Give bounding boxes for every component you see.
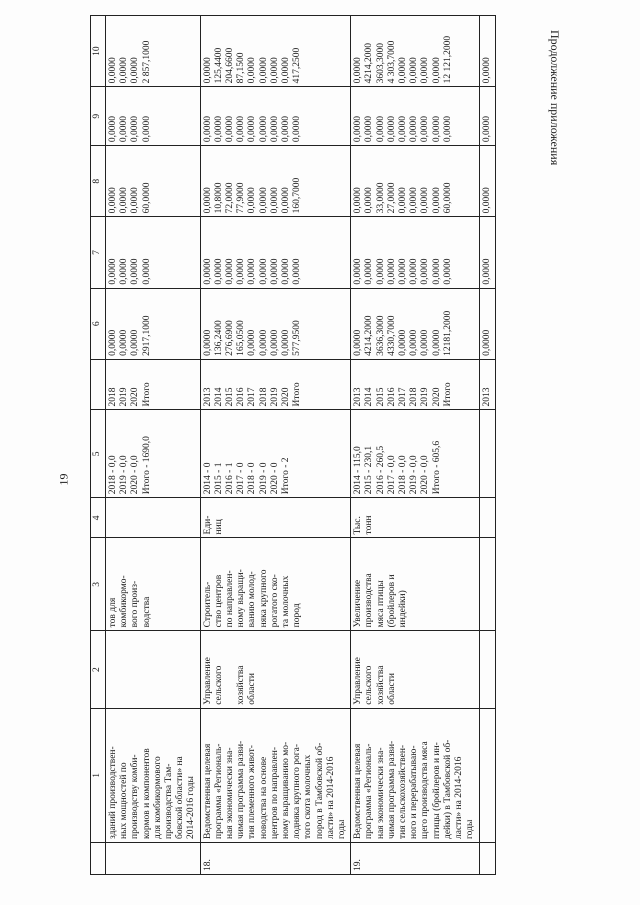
funding-total-line: 136,2400 <box>213 320 224 356</box>
target-values-line: Итого - 2 <box>281 457 292 495</box>
executor-line: области <box>386 673 397 705</box>
executor-line: сельского <box>213 665 224 705</box>
funding-local-line: 0,0000 <box>292 116 303 143</box>
column-header-4: 4 <box>91 498 106 538</box>
column-header-7: 7 <box>91 217 106 288</box>
years-line: 2013 <box>481 387 492 407</box>
unit-line: тонн <box>364 515 375 535</box>
target-values-line: 2017 - 0,0 <box>386 455 397 495</box>
funding-federal-cell <box>351 217 479 288</box>
program-name-line: дейки) в Тамбовской об- <box>442 739 453 839</box>
years-line: 2020 <box>431 387 442 407</box>
program-name-line: лодняка крупного рога- <box>292 743 303 839</box>
measure-cell <box>106 538 201 631</box>
program-name-line: бовской области» на <box>175 756 186 839</box>
table-row <box>351 16 479 875</box>
executor-line: Управление <box>202 657 213 705</box>
funding-regional-line: 0,0000 <box>398 187 409 214</box>
target-values-line: 2019 - 0,0 <box>119 455 130 495</box>
funding-federal-line: 0,0000 <box>258 258 269 285</box>
funding-total-line: 0,0000 <box>269 329 280 356</box>
funding-other-line: 0,0000 <box>108 57 118 84</box>
funding-other-line: 4214,2000 <box>364 42 375 84</box>
target-values-line: 2018 - 0,0 <box>398 455 409 495</box>
funding-other-line: 2 857,1000 <box>141 40 152 84</box>
executor-line: сельского <box>364 665 375 705</box>
program-name-line: новодства на основе <box>258 756 269 839</box>
column-header-6: 6 <box>91 288 106 359</box>
funding-local-line: 0,0000 <box>481 116 492 143</box>
target-values-line: 2020 - 0,0 <box>130 455 141 495</box>
program-name-line: чимая программа разви- <box>386 740 397 839</box>
years-line: 2014 <box>213 387 224 407</box>
measure-line: мяса птицы <box>375 580 386 628</box>
funding-federal-line: 0,0000 <box>213 258 224 285</box>
funding-federal-line: 0,0000 <box>247 258 258 285</box>
program-name-line: ласти» на 2014-2016 <box>454 756 465 839</box>
target-values-line: 2017 - 0 <box>236 462 247 495</box>
measure-line: (бройлеров и <box>386 574 397 628</box>
measure-line: няка крупного <box>258 569 269 628</box>
funding-federal-line: 0,0000 <box>292 258 303 285</box>
funding-total-line: 0,0000 <box>409 329 420 356</box>
funding-federal-line: 0,0000 <box>108 258 118 285</box>
funding-other-line: 0,0000 <box>247 57 258 84</box>
funding-regional-line: 27,0000 <box>386 182 397 214</box>
funding-other-line: 0,0000 <box>431 57 442 84</box>
program-name-line: годы <box>337 819 348 839</box>
measure-cell <box>351 538 479 631</box>
years-line: Итого <box>292 382 303 407</box>
table-row <box>200 16 351 875</box>
funding-total-line: 0,0000 <box>130 329 141 356</box>
funding-local-line: 0,0000 <box>375 116 386 143</box>
unit-line: Тыс. <box>353 516 364 535</box>
funding-other-line: 0,0000 <box>353 57 364 84</box>
executor-line <box>225 634 236 704</box>
funding-other-line: 204,6600 <box>225 47 236 84</box>
years-cell <box>106 359 201 410</box>
funding-federal-line: 0,0000 <box>119 258 130 285</box>
funding-other-line: 417,2500 <box>292 47 303 84</box>
funding-local-cell <box>106 87 201 146</box>
funding-regional-line: 0,0000 <box>119 187 130 214</box>
years-line: 2015 <box>375 387 386 407</box>
funding-total-line: 0,0000 <box>353 329 364 356</box>
funding-total-line: 12181,2000 <box>442 310 453 356</box>
funding-local-line: 0,0000 <box>141 116 152 143</box>
measure-line: комбикормо- <box>119 575 130 628</box>
funding-other-line: 87,1500 <box>236 52 247 84</box>
unit-cell <box>106 498 201 538</box>
executor-line: Управление <box>353 657 364 705</box>
funding-federal-line: 0,0000 <box>236 258 247 285</box>
executor-line: хозяйства <box>236 665 247 705</box>
funding-total-line: 4214,2000 <box>364 315 375 356</box>
measure-line: Строитель- <box>202 581 213 628</box>
funding-local-line: 0,0000 <box>353 116 364 143</box>
funding-regional-line: 0,0000 <box>258 187 269 214</box>
years-line: Итого <box>141 382 152 407</box>
program-name-line: Ведомственная целевая <box>353 743 364 839</box>
funding-regional-line: 0,0000 <box>281 187 292 214</box>
measure-cell <box>479 538 495 631</box>
years-line: 2015 <box>225 387 236 407</box>
target-values-line: 2019 - 0,0 <box>409 455 420 495</box>
funding-federal-cell <box>200 217 351 288</box>
program-name-cell <box>106 708 201 842</box>
program-name-line: ласти» на 2014-2016 <box>325 756 336 839</box>
funding-other-line: 0,0000 <box>130 57 141 84</box>
years-line: 2019 <box>420 387 431 407</box>
measure-line: Увеличение <box>353 579 364 628</box>
program-name-line: производству комби- <box>130 754 141 839</box>
funding-other-line: 3603,3000 <box>375 42 386 84</box>
funding-regional-line: 33,0000 <box>375 182 386 214</box>
funding-total-line: 276,6900 <box>225 320 236 356</box>
funding-local-line: 0,0000 <box>213 116 224 143</box>
funding-other-line: 0,0000 <box>281 57 292 84</box>
program-name-line: того скота молочных <box>303 754 314 839</box>
measure-line: вого произ- <box>130 580 141 628</box>
funding-local-cell <box>200 87 351 146</box>
column-header-3: 3 <box>91 538 106 631</box>
funding-regional-cell <box>200 146 351 217</box>
measure-line: ванию молод- <box>247 571 258 628</box>
executor-line: области <box>247 673 258 705</box>
funding-other-cell <box>200 16 351 87</box>
funding-federal-line: 0,0000 <box>130 258 141 285</box>
target-values-line: 2015 - 230,1 <box>364 445 375 495</box>
target-values-cell <box>351 410 479 498</box>
funding-federal-cell <box>479 217 495 288</box>
measure-line: ному выращи- <box>236 569 247 628</box>
target-values-line: 2018 - 0,0 <box>108 455 118 495</box>
measure-line: рогатого ско- <box>269 574 280 628</box>
row-number-cell <box>106 843 201 875</box>
funding-other-line: 0,0000 <box>119 57 130 84</box>
funding-regional-line: 72,0000 <box>225 182 236 214</box>
funding-total-line: 4330,7000 <box>386 315 397 356</box>
program-name-line: тия племенного живот- <box>247 745 258 839</box>
funding-regional-line: 0,0000 <box>247 187 258 214</box>
funding-regional-line: 60,0000 <box>442 182 453 214</box>
years-line: 2020 <box>130 387 141 407</box>
funding-regional-cell <box>479 146 495 217</box>
target-values-line: Итого - 1690,0 <box>141 436 152 495</box>
executor-cell <box>200 631 351 708</box>
funding-regional-line: 0,0000 <box>481 187 492 214</box>
executor-cell <box>479 631 495 708</box>
unit-line: Еди- <box>202 515 213 535</box>
page-header: Продолжение приложения <box>548 30 562 166</box>
funding-federal-line: 0,0000 <box>409 258 420 285</box>
target-values-cell <box>200 410 351 498</box>
measure-line: пород <box>292 603 303 628</box>
measure-line: водства <box>141 596 152 628</box>
executor-line: хозяйства <box>375 665 386 705</box>
funding-regional-cell <box>106 146 201 217</box>
years-cell <box>200 359 351 410</box>
funding-federal-line: 0,0000 <box>353 258 364 285</box>
funding-federal-line: 0,0000 <box>269 258 280 285</box>
program-name-line: для комбикормового <box>152 756 163 839</box>
funding-local-line: 0,0000 <box>386 116 397 143</box>
years-line: 2014 <box>364 387 375 407</box>
funding-local-line: 0,0000 <box>225 116 236 143</box>
funding-other-line: 0,0000 <box>420 57 431 84</box>
program-name-line: программа «Региональ- <box>213 743 224 839</box>
years-line: 2016 <box>236 387 247 407</box>
funding-local-line: 0,0000 <box>364 116 375 143</box>
years-line: 2018 <box>409 387 420 407</box>
funding-federal-line: 0,0000 <box>281 258 292 285</box>
funding-other-line: 0,0000 <box>269 57 280 84</box>
years-line: 2013 <box>353 387 364 407</box>
funding-total-cell <box>351 288 479 359</box>
funding-total-line: 577,9500 <box>292 320 303 356</box>
row-number-cell: 19. <box>351 843 479 875</box>
funding-federal-line: 0,0000 <box>431 258 442 285</box>
funding-total-line: 0,0000 <box>420 329 431 356</box>
funding-local-line: 0,0000 <box>130 116 141 143</box>
unit-line: ниц <box>213 519 224 535</box>
funding-federal-line: 0,0000 <box>364 258 375 285</box>
years-line: 2020 <box>281 387 292 407</box>
years-line: Итого <box>442 382 453 407</box>
funding-other-line: 0,0000 <box>258 57 269 84</box>
funding-local-line: 0,0000 <box>420 116 431 143</box>
funding-total-line: 0,0000 <box>431 329 442 356</box>
program-name-cell <box>351 708 479 842</box>
target-values-line: 2018 - 0 <box>247 462 258 495</box>
funding-regional-line: 160,7000 <box>292 177 303 214</box>
funding-federal-cell <box>106 217 201 288</box>
column-header-10: 10 <box>91 16 106 87</box>
funding-local-line: 0,0000 <box>108 116 118 143</box>
program-name-line: тия сельскохозяйствен- <box>398 744 409 839</box>
column-header-num <box>91 843 106 875</box>
funding-federal-line: 0,0000 <box>420 258 431 285</box>
program-name-line: центров по направлен- <box>269 746 280 839</box>
funding-regional-line: 10,8000 <box>213 182 224 214</box>
program-name-cell <box>200 708 351 842</box>
program-name-line: годы <box>465 819 476 839</box>
funding-other-cell <box>479 16 495 87</box>
funding-regional-line: 0,0000 <box>353 187 364 214</box>
rotated-table-container <box>90 15 530 875</box>
funding-local-line: 0,0000 <box>431 116 442 143</box>
program-name-line: ная экономически зна- <box>225 747 236 839</box>
measure-line: ство центров <box>213 574 224 628</box>
funding-regional-line: 0,0000 <box>431 187 442 214</box>
target-values-cell <box>106 410 201 498</box>
program-name-line: птицы (бройлеров и ин- <box>431 742 442 839</box>
funding-regional-line: 77,9000 <box>236 182 247 214</box>
target-values-line: 2014 - 115,0 <box>353 446 364 495</box>
unit-cell <box>200 498 351 538</box>
table-row <box>479 16 495 875</box>
funding-local-line: 0,0000 <box>398 116 409 143</box>
measure-line: та молочных <box>281 575 292 628</box>
years-line: 2017 <box>398 387 409 407</box>
funding-local-line: 0,0000 <box>258 116 269 143</box>
program-name-line: щего производства мяса <box>420 741 431 839</box>
program-name-line: 2014-2016 годы <box>186 776 197 839</box>
unit-cell <box>479 498 495 538</box>
years-line: 2013 <box>202 387 213 407</box>
funding-regional-line: 0,0000 <box>202 187 213 214</box>
funding-regional-line: 0,0000 <box>420 187 431 214</box>
program-name-line: кормов и компонентов <box>141 748 152 839</box>
funding-total-line: 2917,1000 <box>141 315 152 356</box>
row-number-cell: 18. <box>200 843 351 875</box>
target-values-line: 2020 - 0,0 <box>420 455 431 495</box>
target-values-line: 2016 - 260,5 <box>375 445 386 495</box>
target-values-line: Итого - 605,6 <box>431 440 442 495</box>
years-line: 2018 <box>258 387 269 407</box>
column-header-8: 8 <box>91 146 106 217</box>
target-values-cell <box>479 410 495 498</box>
funding-total-cell <box>200 288 351 359</box>
target-values-line: 2015 - 1 <box>213 462 224 495</box>
executor-cell <box>351 631 479 708</box>
years-line: 2018 <box>108 387 118 407</box>
column-number-row <box>91 16 106 875</box>
funding-total-line: 165,0500 <box>236 320 247 356</box>
funding-local-cell <box>351 87 479 146</box>
funding-other-line: 4 303,7000 <box>386 40 397 84</box>
funding-local-cell <box>479 87 495 146</box>
funding-local-line: 0,0000 <box>247 116 258 143</box>
funding-regional-line: 0,0000 <box>409 187 420 214</box>
target-values-line: 2016 - 1 <box>225 462 236 495</box>
funding-total-line: 0,0000 <box>398 329 409 356</box>
measure-line: производства <box>364 573 375 628</box>
program-name-line: зданий производствен- <box>108 746 118 839</box>
funding-federal-line: 0,0000 <box>398 258 409 285</box>
program-name-line: программа «Региональ- <box>364 743 375 839</box>
program-name-line: ная экономически зна- <box>375 747 386 839</box>
years-cell <box>351 359 479 410</box>
target-values-line: 2014 - 0 <box>202 462 213 495</box>
funding-local-line: 0,0000 <box>236 116 247 143</box>
measure-line: тов для <box>108 597 118 628</box>
years-line: 2019 <box>119 387 130 407</box>
funding-regional-line: 0,0000 <box>269 187 280 214</box>
executor-cell <box>106 631 201 708</box>
funding-total-line: 0,0000 <box>119 329 130 356</box>
funding-other-line: 0,0000 <box>202 57 213 84</box>
funding-local-line: 0,0000 <box>269 116 280 143</box>
program-name-line: производства Там- <box>164 763 175 839</box>
page-number: 19 <box>56 473 71 486</box>
funding-other-cell <box>106 16 201 87</box>
data-table <box>90 15 496 875</box>
funding-total-cell <box>106 288 201 359</box>
program-name-line: пород в Тамбовской об- <box>314 742 325 839</box>
funding-local-line: 0,0000 <box>202 116 213 143</box>
funding-other-line: 0,0000 <box>409 57 420 84</box>
funding-federal-line: 0,0000 <box>375 258 386 285</box>
funding-regional-line: 0,0000 <box>364 187 375 214</box>
funding-other-line: 0,0000 <box>481 57 492 84</box>
program-name-line: чимая программа разви- <box>236 740 247 839</box>
funding-total-line: 0,0000 <box>481 329 492 356</box>
years-cell <box>479 359 495 410</box>
target-values-line: 2019 - 0 <box>258 462 269 495</box>
funding-other-cell <box>351 16 479 87</box>
funding-regional-line: 60,0000 <box>141 182 152 214</box>
funding-regional-line: 0,0000 <box>130 187 141 214</box>
funding-federal-line: 0,0000 <box>481 258 492 285</box>
funding-federal-line: 0,0000 <box>386 258 397 285</box>
program-name-line: ного и перерабатываю- <box>409 745 420 839</box>
funding-total-line: 0,0000 <box>108 329 118 356</box>
column-header-2: 2 <box>91 631 106 708</box>
funding-other-line: 12 121,2000 <box>442 35 453 84</box>
table-row <box>106 16 201 875</box>
funding-other-line: 125,4400 <box>213 47 224 84</box>
funding-regional-line: 0,0000 <box>108 187 118 214</box>
row-number-cell <box>479 843 495 875</box>
funding-regional-cell <box>351 146 479 217</box>
column-header-9: 9 <box>91 87 106 146</box>
funding-other-line: 0,0000 <box>398 57 409 84</box>
measure-line: индейки) <box>398 590 409 628</box>
years-line: 2017 <box>247 387 258 407</box>
years-line: 2019 <box>269 387 280 407</box>
funding-total-line: 0,0000 <box>202 329 213 356</box>
funding-federal-line: 0,0000 <box>442 258 453 285</box>
funding-total-cell <box>479 288 495 359</box>
unit-cell <box>351 498 479 538</box>
funding-federal-line: 0,0000 <box>202 258 213 285</box>
funding-local-line: 0,0000 <box>409 116 420 143</box>
program-name-line: ному выращиванию мо- <box>281 741 292 839</box>
program-name-line: Ведомственная целевая <box>202 743 213 839</box>
funding-total-line: 0,0000 <box>258 329 269 356</box>
funding-total-line: 3636,3000 <box>375 315 386 356</box>
funding-total-line: 0,0000 <box>281 329 292 356</box>
funding-local-line: 0,0000 <box>281 116 292 143</box>
column-header-5: 5 <box>91 410 106 498</box>
funding-federal-line: 0,0000 <box>141 258 152 285</box>
measure-cell <box>200 538 351 631</box>
column-header-1: 1 <box>91 708 106 842</box>
measure-line: по направлен- <box>225 570 236 628</box>
years-line: 2016 <box>386 387 397 407</box>
column-header-years <box>91 359 106 410</box>
funding-local-line: 0,0000 <box>119 116 130 143</box>
program-name-cell <box>479 708 495 842</box>
target-values-line: 2020 - 0 <box>269 462 280 495</box>
funding-local-line: 0,0000 <box>442 116 453 143</box>
funding-total-line: 0,0000 <box>247 329 258 356</box>
program-name-line: ных мощностей по <box>119 762 130 839</box>
funding-federal-line: 0,0000 <box>225 258 236 285</box>
